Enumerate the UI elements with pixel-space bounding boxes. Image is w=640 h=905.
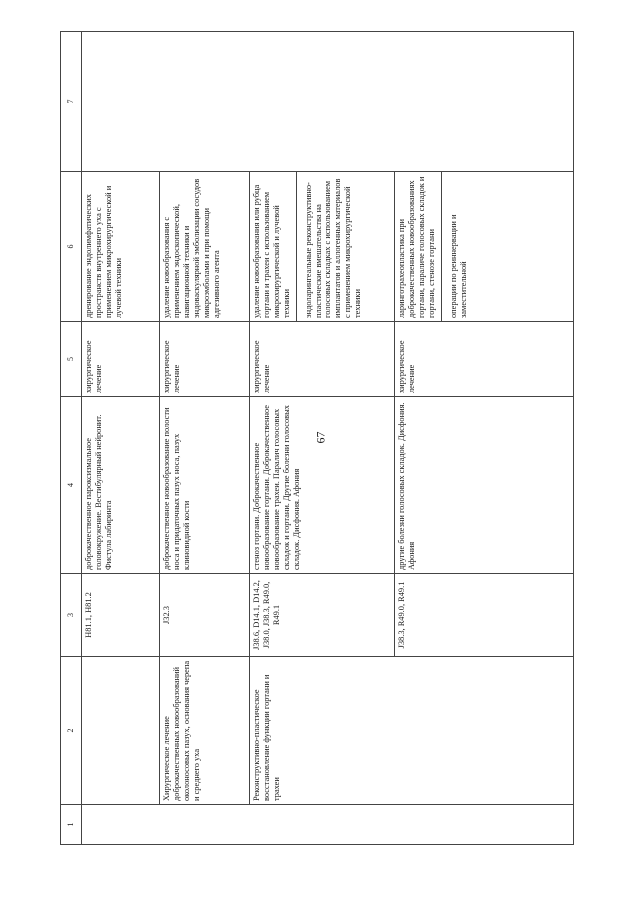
col4-cell: другие болезни голосовых складок. Дисфония. Афония <box>395 397 574 574</box>
col5-cell: хирургическое лечение <box>82 322 160 397</box>
header-cell: 5 <box>61 322 82 397</box>
col6-cell <box>395 172 574 322</box>
col3-cell: J38.3, R49.0, R49.1 <box>395 574 574 657</box>
col3-cell: J32.3 <box>160 574 250 657</box>
col6-text: операции по реиннервации и заместительной <box>448 214 468 318</box>
table-row <box>82 32 160 845</box>
col2-cell: Хирургическое лечение доброкачественных новообразований околоносовых пазух, основания черепа и среднего уха <box>160 657 250 805</box>
header-cell: 4 <box>61 397 82 574</box>
header-cell: 2 <box>61 657 82 805</box>
header-cell: 6 <box>61 172 82 322</box>
col2-cell <box>82 657 160 805</box>
page-number: 67 <box>313 431 328 444</box>
col6-text: удаление новообразования или рубца гортани и трахеи с использованием микрохирургической и лучевой техники <box>252 184 291 318</box>
cell-divider <box>296 172 301 321</box>
col2-cell: Реконструктивно-пластическое восстановление функции гортани и трахеи <box>250 657 574 805</box>
col6-cell: удаление новообразования с применением эндоскопической, навигационной техники и эндоваскулярной эмболизации сосудов микроэмболами и при помощи адгезивного агента <box>160 172 250 322</box>
cell-divider <box>441 172 446 321</box>
header-cell: 7 <box>61 32 82 172</box>
col4-cell: стеноз гортани. Доброкачественное новообразование гортани. Доброкачественное новообразование трахеи. Паралич голосовых складок и гортани. Другие болезни голосовых складок. Дисфония. Афония <box>250 397 395 574</box>
rotated-table-container <box>60 32 574 845</box>
col4-cell: доброкачественное пароксизмальное головокружение. Вестибулярный нейронит. Фистула лабиринта <box>82 397 160 574</box>
procedures-table <box>60 31 574 845</box>
header-cell: 1 <box>61 805 82 845</box>
col1-cell <box>82 805 574 845</box>
col5-cell: хирургическое лечение <box>160 322 250 397</box>
col3-cell: J38.6, D14.1, D14.2, J38.0, J38.3, R49.0, R49.1 <box>250 574 395 657</box>
col4-cell: доброкачественное новообразование полости носа и придаточных пазух носа, пазух клиновидной кости <box>160 397 250 574</box>
col6-cell <box>250 172 395 322</box>
col5-cell: хирургическое лечение <box>250 322 395 397</box>
col5-cell: хирургическое лечение <box>395 322 574 397</box>
col6-text: ларинготрахеопластика при доброкачественных новообразованиях гортани, параличе голосовых складок и гортани, стенозе гортани <box>397 176 436 318</box>
col7-cell <box>82 32 574 172</box>
header-cell: 3 <box>61 574 82 657</box>
col3-cell: H81.1, H81.2 <box>82 574 160 657</box>
header-row <box>61 32 82 845</box>
col6-cell: дренирование эндолимфатических пространств внутреннего уха с применением микрохирургической и лучевой техники <box>82 172 160 322</box>
col6-text: эндоларингеальные реконструктивно-пластические вмешательства на голосовых складках с использованием имплантатов и аллогенных материалов с применением микрохирургической техники <box>303 178 363 318</box>
